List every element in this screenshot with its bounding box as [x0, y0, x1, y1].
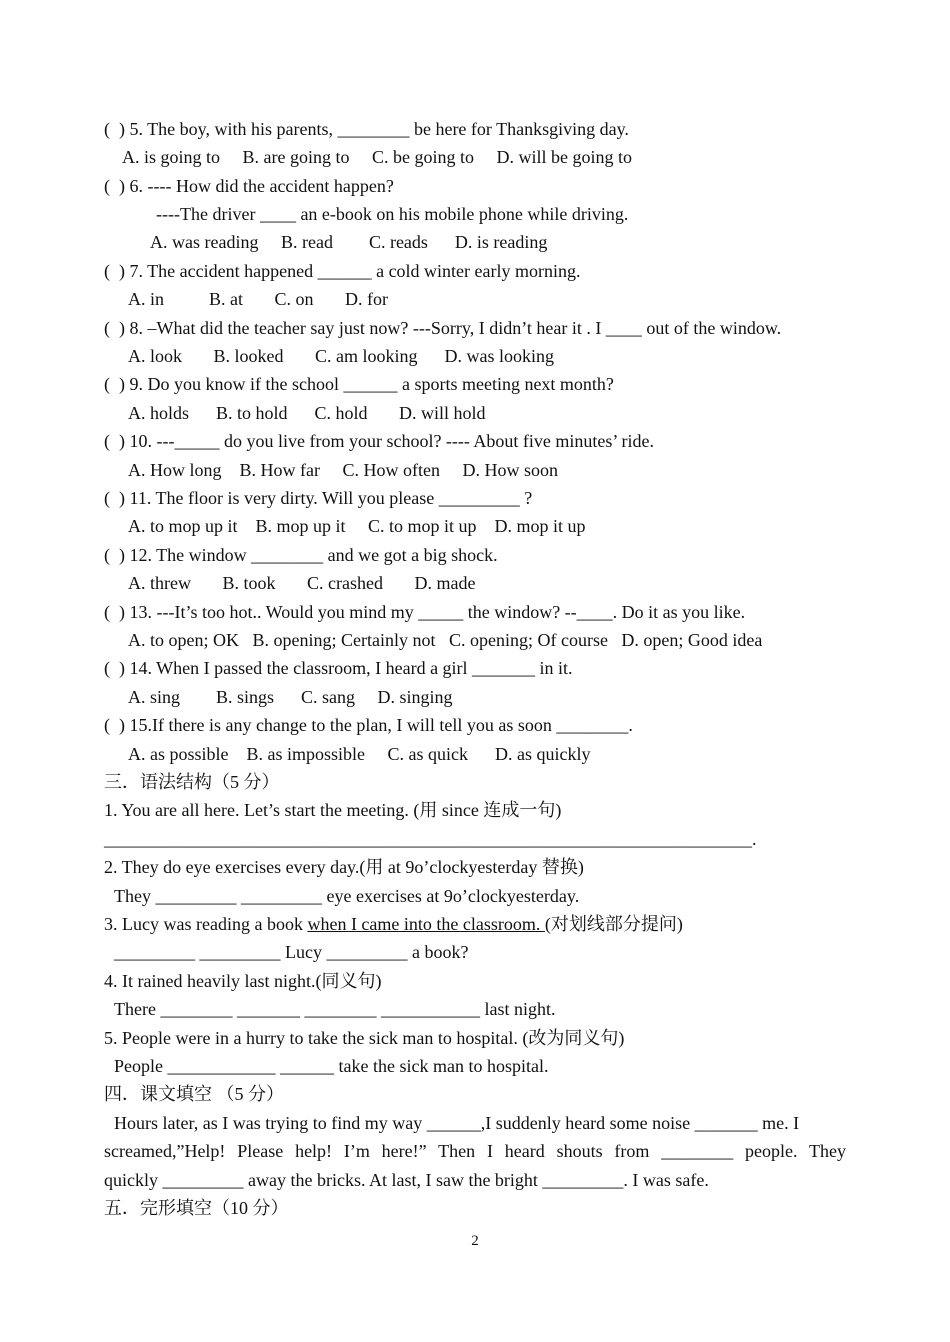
- question-8-stem: ( ) 8. –What did the teacher say just now? ---Sorry, I didn’t hear it . I ____ out of the window.: [104, 318, 782, 338]
- question-8-options: A. look B. looked C. am looking D. was looking: [128, 346, 554, 366]
- grammar-item-4: 4. It rained heavily last night.(同义句): [104, 971, 382, 991]
- question-9-options: A. holds B. to hold C. hold D. will hold: [128, 403, 486, 423]
- question-10-options: A. How long B. How far C. How often D. How soon: [128, 460, 558, 480]
- grammar-item-3-text: 3. Lucy was reading a book: [104, 914, 308, 934]
- grammar-item-5: 5. People were in a hurry to take the sick man to hospital. (改为同义句): [104, 1028, 625, 1048]
- question-5-options: A. is going to B. are going to C. be going to D. will be going to: [122, 147, 632, 167]
- question-15-stem: ( ) 15.If there is any change to the plan, I will tell you as soon ________.: [104, 715, 633, 735]
- question-13-stem: ( ) 13. ---It’s too hot.. Would you mind my _____ the window? --____. Do it as you like.: [104, 602, 746, 622]
- question-14-options: A. sing B. sings C. sang D. singing: [128, 687, 453, 707]
- question-15-options: A. as possible B. as impossible C. as quick D. as quickly: [128, 744, 591, 764]
- question-7-stem: ( ) 7. The accident happened ______ a cold winter early morning.: [104, 261, 581, 281]
- question-9-stem: ( ) 9. Do you know if the school ______ a sports meeting next month?: [104, 374, 614, 394]
- grammar-answer-5: People ____________ ______ take the sick man to hospital.: [114, 1056, 549, 1076]
- grammar-answer-4: There ________ _______ ________ ___________ last night.: [114, 999, 556, 1019]
- question-11-stem: ( ) 11. The floor is very dirty. Will you please _________ ?: [104, 488, 533, 508]
- question-13-options: A. to open; OK B. opening; Certainly not C. opening; Of course D. open; Good idea: [128, 630, 763, 650]
- passage-line-2: screamed,”Help! Please help! I’m here!” Then I heard shouts from ________ people. They: [104, 1141, 846, 1161]
- section-5-title: 五．完形填空（10 分）: [104, 1198, 289, 1218]
- question-10-stem: ( ) 10. ---_____ do you live from your school? ---- About five minutes’ ride.: [104, 431, 655, 451]
- grammar-item-3-underlined: when I came into the classroom.: [307, 914, 545, 934]
- question-14-stem: ( ) 14. When I passed the classroom, I heard a girl _______ in it.: [104, 658, 573, 678]
- passage-line-3: quickly _________ away the bricks. At last, I saw the bright _________. I was safe.: [104, 1170, 709, 1190]
- question-12-options: A. threw B. took C. crashed D. made: [128, 573, 476, 593]
- question-6-options: A. was reading B. read C. reads D. is reading: [150, 232, 548, 252]
- question-7-options: A. in B. at C. on D. for: [128, 289, 388, 309]
- passage-line-1: Hours later, as I was trying to find my way ______,I suddenly heard some noise _______ me. I: [114, 1113, 800, 1133]
- section-4-title: 四．课文填空 （5 分）: [104, 1084, 284, 1104]
- grammar-item-3: [104, 913, 683, 935]
- grammar-answer-2: They _________ _________ eye exercises at 9o’clockyesterday.: [114, 886, 580, 906]
- question-6-dialogue: ----The driver ____ an e-book on his mobile phone while driving.: [156, 204, 629, 224]
- grammar-answer-1: ________________________________________________________________________.: [104, 829, 757, 849]
- question-5-stem: ( ) 5. The boy, with his parents, ________ be here for Thanksgiving day.: [104, 119, 629, 139]
- grammar-answer-3: _________ _________ Lucy _________ a book?: [114, 942, 469, 962]
- question-11-options: A. to mop up it B. mop up it C. to mop it up D. mop it up: [128, 516, 586, 536]
- question-6-stem: ( ) 6. ---- How did the accident happen?: [104, 176, 394, 196]
- grammar-item-3-instruction: (对划线部分提问): [544, 914, 683, 934]
- question-12-stem: ( ) 12. The window ________ and we got a big shock.: [104, 545, 498, 565]
- grammar-item-1: 1. You are all here. Let’s start the meeting. (用 since 连成一句): [104, 800, 562, 820]
- grammar-item-2: 2. They do eye exercises every day.(用 at 9o’clockyesterday 替换): [104, 857, 584, 877]
- section-3-title: 三．语法结构（5 分）: [104, 772, 280, 792]
- page-number: 2: [471, 1233, 479, 1249]
